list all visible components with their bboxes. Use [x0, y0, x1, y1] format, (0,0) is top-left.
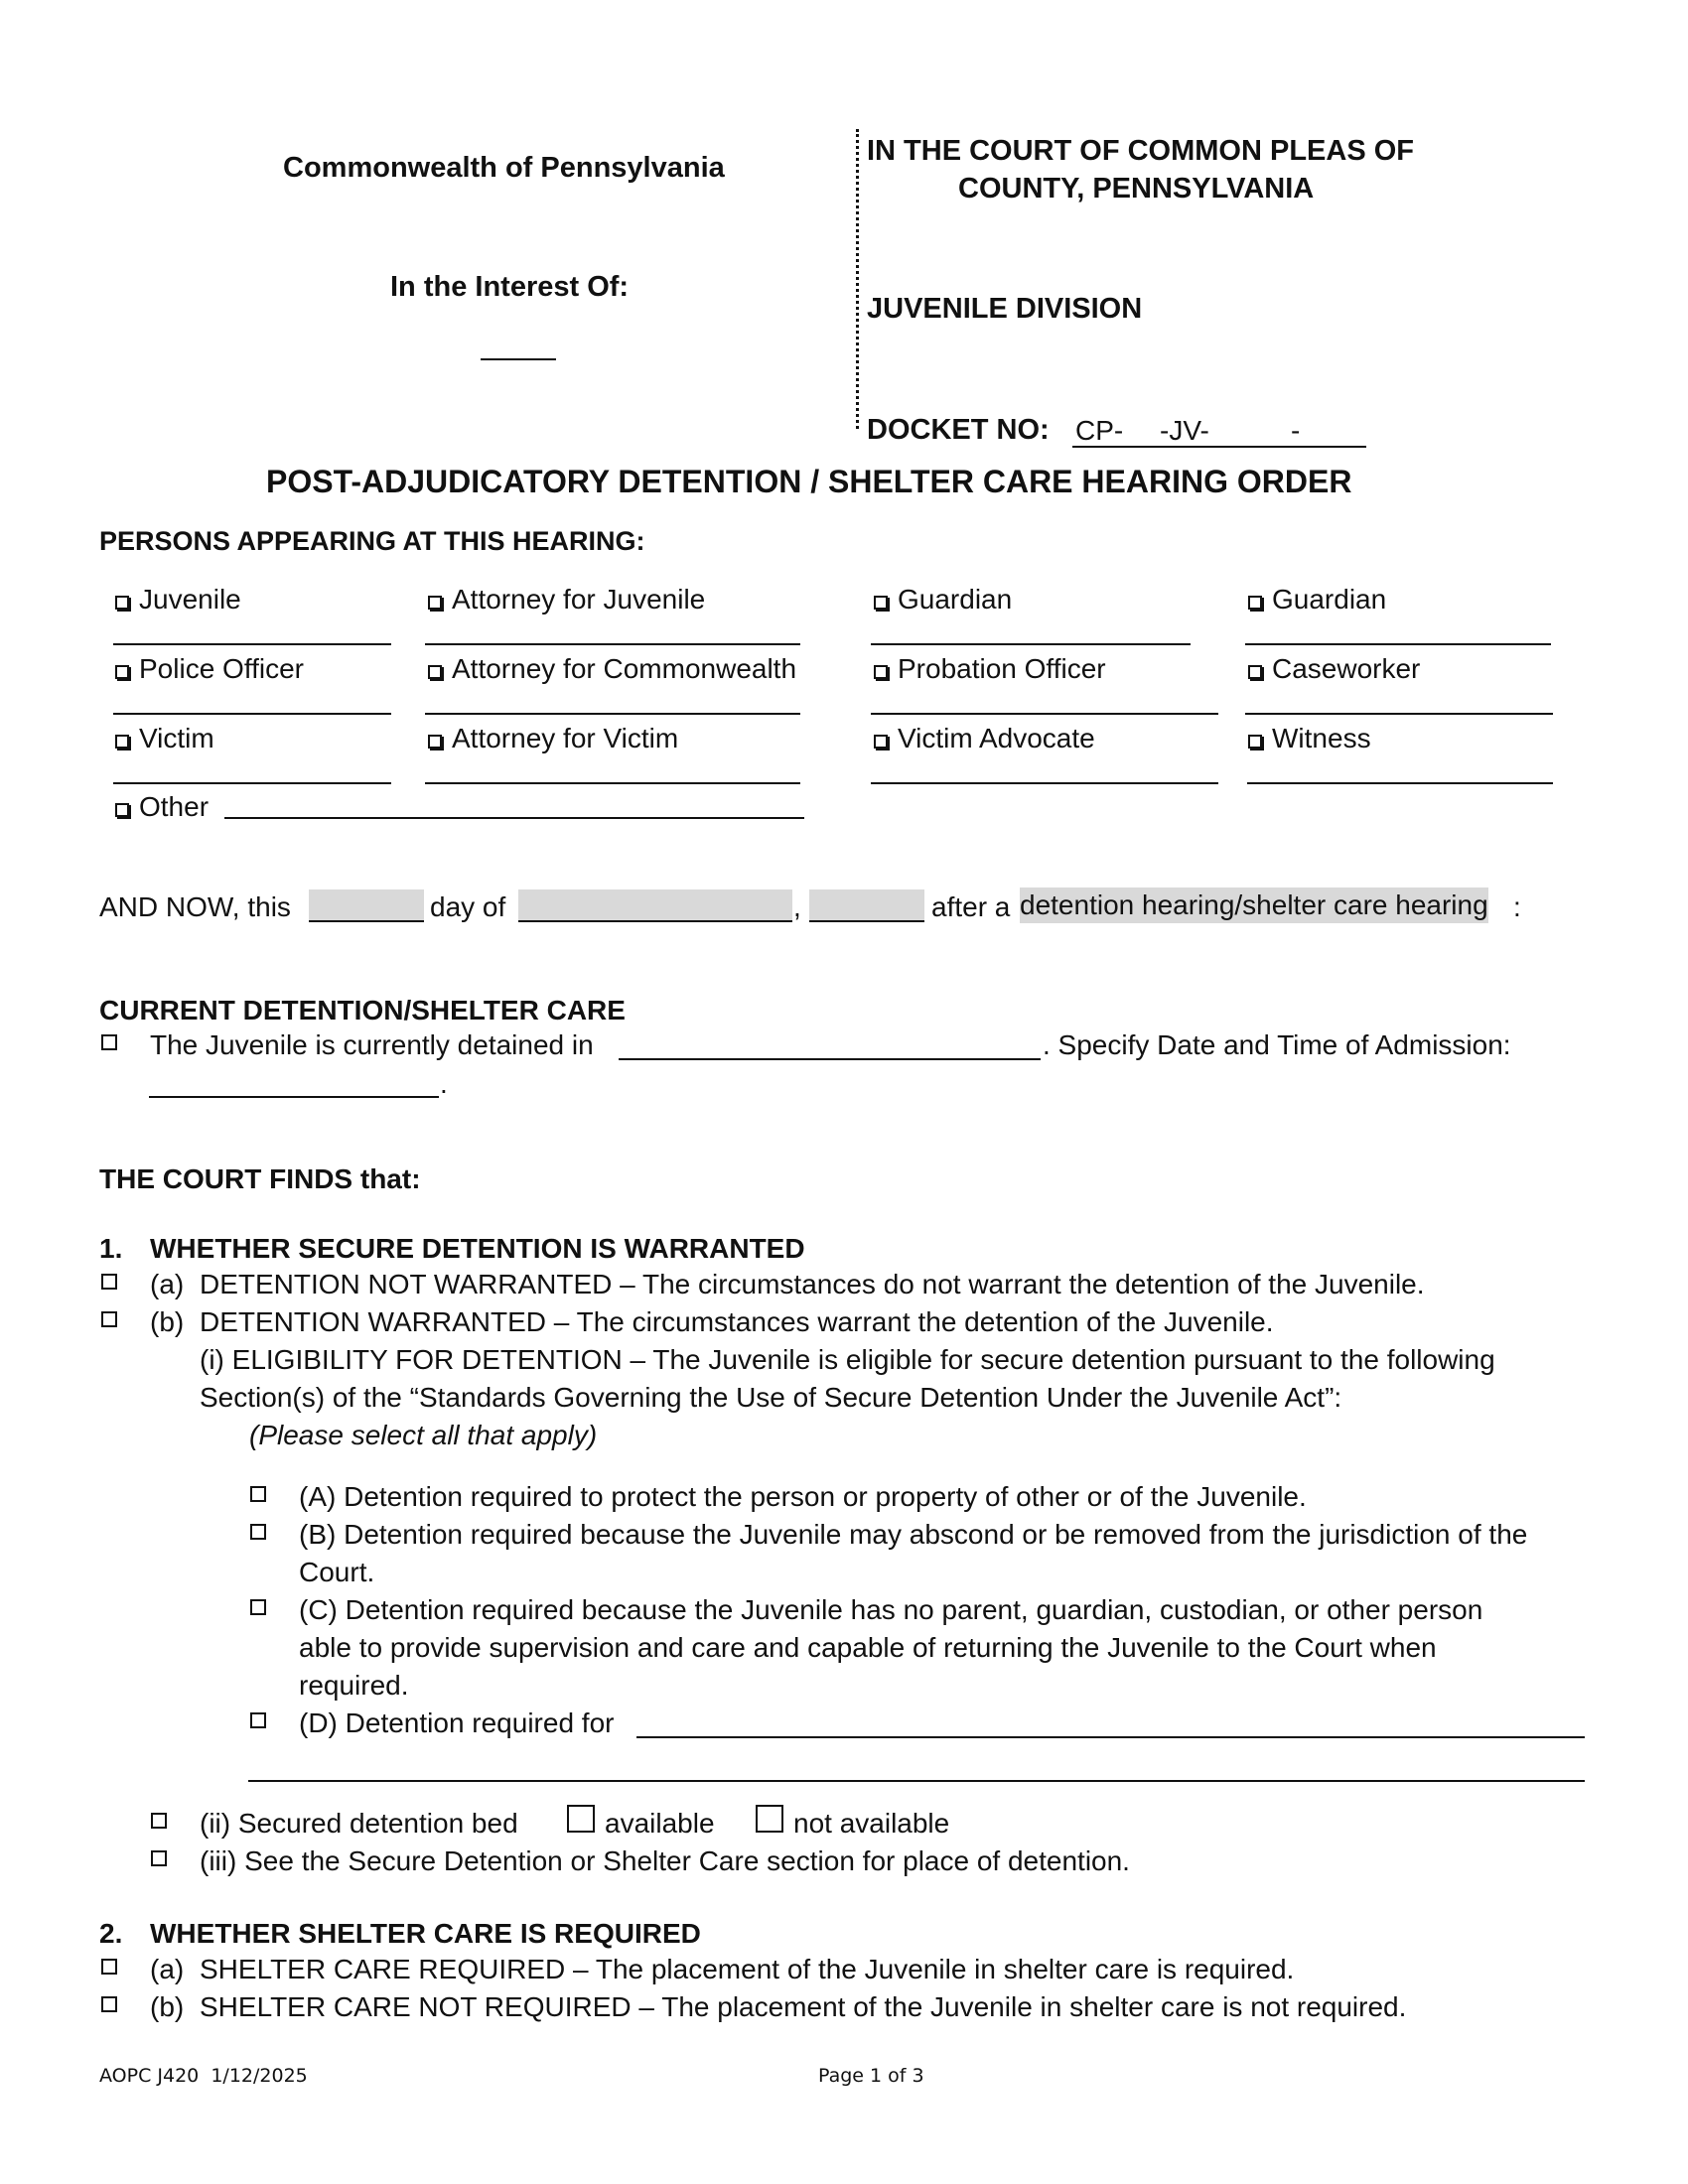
person-name-field[interactable] — [871, 643, 1191, 645]
day-of-label: day of — [430, 891, 506, 922]
person-name-field[interactable] — [1245, 713, 1553, 715]
criterion-c-text-line1: (C) Detention required because the Juvenile has no parent, guardian, custodian, or other person — [299, 1594, 1483, 1625]
form-id: AOPC J420 1/12/2025 — [99, 2065, 308, 2087]
section1-heading: WHETHER SECURE DETENTION IS WARRANTED — [150, 1233, 805, 1264]
criterion-a-text: (A) Detention required to protect the person or property of other or of the Juvenile. — [299, 1481, 1307, 1512]
detained-checkbox[interactable] — [101, 1034, 117, 1050]
person-checkbox-other[interactable]: Other — [115, 791, 209, 823]
person-name-field[interactable] — [425, 782, 800, 784]
specify-admission-label: . Specify Date and Time of Admission: — [1043, 1029, 1511, 1060]
criterion-b-text-line2: Court. — [299, 1557, 375, 1587]
option-a-label: (a) — [150, 1269, 185, 1299]
checkbox-icon[interactable] — [1248, 665, 1262, 679]
secured-bed-text: (ii) Secured detention bed — [200, 1808, 518, 1839]
detention-not-warranted-text: DETENTION NOT WARRANTED – The circumstances do not warrant the detention of the Juvenile. — [200, 1269, 1425, 1299]
division-label: JUVENILE DIVISION — [867, 293, 1143, 325]
person-checkbox[interactable]: Caseworker — [1248, 653, 1420, 685]
checkbox-icon[interactable] — [874, 665, 888, 679]
bed-available-label: available — [605, 1808, 715, 1839]
person-checkbox[interactable]: Guardian — [874, 584, 1012, 615]
person-checkbox[interactable]: Attorney for Juvenile — [428, 584, 705, 615]
bed-not-available-checkbox[interactable] — [756, 1805, 783, 1833]
shelter-not-required-checkbox[interactable] — [101, 1996, 117, 2012]
detention-warranted-checkbox[interactable] — [101, 1311, 117, 1327]
other-person-field[interactable] — [224, 817, 804, 819]
page-title: POST-ADJUDICATORY DETENTION / SHELTER CARE HEARING ORDER — [266, 464, 1352, 499]
checkbox-icon[interactable] — [428, 596, 442, 610]
person-checkbox[interactable]: Victim Advocate — [874, 723, 1095, 754]
checkbox-icon[interactable] — [428, 665, 442, 679]
person-checkbox[interactable]: Probation Officer — [874, 653, 1106, 685]
person-name-field[interactable] — [871, 713, 1218, 715]
person-name-field[interactable] — [425, 713, 800, 715]
year-field[interactable] — [809, 889, 924, 922]
checkbox-icon[interactable] — [115, 596, 129, 610]
criterion-c-text-line3: required. — [299, 1670, 409, 1701]
person-name-field[interactable] — [871, 782, 1218, 784]
option-b-label: (b) — [150, 1306, 185, 1337]
shelter-not-required-text: SHELTER CARE NOT REQUIRED – The placement of the Juvenile in shelter care is not required. — [200, 1991, 1407, 2022]
commonwealth-label: Commonwealth of Pennsylvania — [283, 152, 725, 184]
criterion-d-field-line2[interactable] — [248, 1780, 1585, 1782]
month-field[interactable] — [518, 889, 792, 922]
detained-text: The Juvenile is currently detained in — [150, 1029, 594, 1060]
section1-number: 1. — [99, 1233, 123, 1264]
eligibility-line2: Section(s) of the “Standards Governing the Use of Secure Detention Under the Juvenile Act”: — [200, 1382, 1342, 1413]
shelter-option-b-label: (b) — [150, 1991, 185, 2022]
docket-prefix: CP- — [1075, 415, 1124, 446]
hearing-type-field[interactable]: detention hearing/shelter care hearing — [1020, 887, 1488, 923]
criterion-d-checkbox[interactable] — [250, 1712, 266, 1728]
persons-heading: PERSONS APPEARING AT THIS HEARING: — [99, 526, 645, 556]
person-name-field[interactable] — [1247, 782, 1553, 784]
bed-not-available-label: not available — [793, 1808, 950, 1839]
section2-number: 2. — [99, 1918, 123, 1949]
person-checkbox[interactable]: Attorney for Victim — [428, 723, 678, 754]
secured-bed-checkbox[interactable] — [151, 1813, 167, 1829]
shelter-required-checkbox[interactable] — [101, 1959, 117, 1975]
person-checkbox[interactable]: Attorney for Commonwealth — [428, 653, 796, 685]
juvenile-name-field[interactable] — [481, 358, 556, 360]
shelter-option-a-label: (a) — [150, 1954, 185, 1984]
checkbox-icon[interactable] — [115, 665, 129, 679]
court-title-line1: IN THE COURT OF COMMON PLEAS OF — [867, 135, 1414, 167]
after-label: after a — [931, 891, 1011, 922]
criterion-d-text: (D) Detention required for — [299, 1707, 615, 1738]
person-name-field[interactable] — [1245, 643, 1551, 645]
docket-mid: -JV- — [1160, 415, 1209, 446]
day-field[interactable] — [309, 889, 424, 922]
eligibility-line1: (i) ELIGIBILITY FOR DETENTION – The Juvenile is eligible for secure detention pursuant to the following — [200, 1344, 1495, 1375]
docket-number-field[interactable] — [1072, 446, 1366, 448]
see-section-text: (iii) See the Secure Detention or Shelter Care section for place of detention. — [200, 1845, 1130, 1876]
criterion-a-checkbox[interactable] — [250, 1486, 266, 1502]
checkbox-icon[interactable] — [428, 735, 442, 749]
detention-not-warranted-checkbox[interactable] — [101, 1274, 117, 1290]
select-all-note: (Please select all that apply) — [249, 1420, 598, 1450]
court-finds-heading: THE COURT FINDS that: — [99, 1163, 421, 1194]
and-now-prefix: AND NOW, this — [99, 891, 291, 922]
colon: : — [1513, 891, 1521, 922]
person-checkbox[interactable]: Police Officer — [115, 653, 304, 685]
person-name-field[interactable] — [113, 782, 391, 784]
person-name-field[interactable] — [113, 713, 391, 715]
criterion-b-checkbox[interactable] — [250, 1524, 266, 1540]
comma: , — [793, 891, 801, 922]
checkbox-icon[interactable] — [115, 735, 129, 749]
criterion-d-field[interactable] — [636, 1736, 1585, 1738]
person-checkbox[interactable]: Victim — [115, 723, 214, 754]
interest-of-label: In the Interest Of: — [390, 271, 630, 303]
checkbox-icon[interactable] — [874, 596, 888, 610]
section2-heading: WHETHER SHELTER CARE IS REQUIRED — [150, 1918, 701, 1949]
bed-available-checkbox[interactable] — [567, 1805, 595, 1833]
see-section-checkbox[interactable] — [151, 1850, 167, 1866]
current-detention-heading: CURRENT DETENTION/SHELTER CARE — [99, 995, 626, 1025]
court-title-line2: COUNTY, PENNSYLVANIA — [958, 173, 1315, 205]
checkbox-icon[interactable] — [874, 735, 888, 749]
criterion-c-text-line2: able to provide supervision and care and capable of returning the Juvenile to the Court when — [299, 1632, 1437, 1663]
person-name-field[interactable] — [113, 643, 391, 645]
admission-datetime-field[interactable] — [149, 1096, 439, 1098]
person-name-field[interactable] — [425, 643, 800, 645]
person-checkbox[interactable]: Juvenile — [115, 584, 241, 615]
checkbox-icon[interactable] — [1248, 596, 1262, 610]
checkbox-icon[interactable] — [115, 803, 129, 817]
docket-label: DOCKET NO: — [867, 414, 1050, 446]
person-checkbox[interactable]: Guardian — [1248, 584, 1386, 615]
checkbox-icon[interactable] — [1248, 735, 1262, 749]
detention-warranted-text: DETENTION WARRANTED – The circumstances warrant the detention of the Juvenile. — [200, 1306, 1274, 1337]
criterion-b-text-line1: (B) Detention required because the Juvenile may abscond or be removed from the jurisdiction of the — [299, 1519, 1528, 1550]
page-number: Page 1 of 3 — [818, 2065, 924, 2087]
header-divider — [856, 129, 859, 429]
shelter-required-text: SHELTER CARE REQUIRED – The placement of the Juvenile in shelter care is required. — [200, 1954, 1295, 1984]
period: . — [440, 1068, 448, 1099]
detention-location-field[interactable] — [619, 1058, 1041, 1060]
criterion-c-checkbox[interactable] — [250, 1599, 266, 1615]
docket-dash: - — [1291, 415, 1301, 446]
person-checkbox[interactable]: Witness — [1248, 723, 1371, 754]
